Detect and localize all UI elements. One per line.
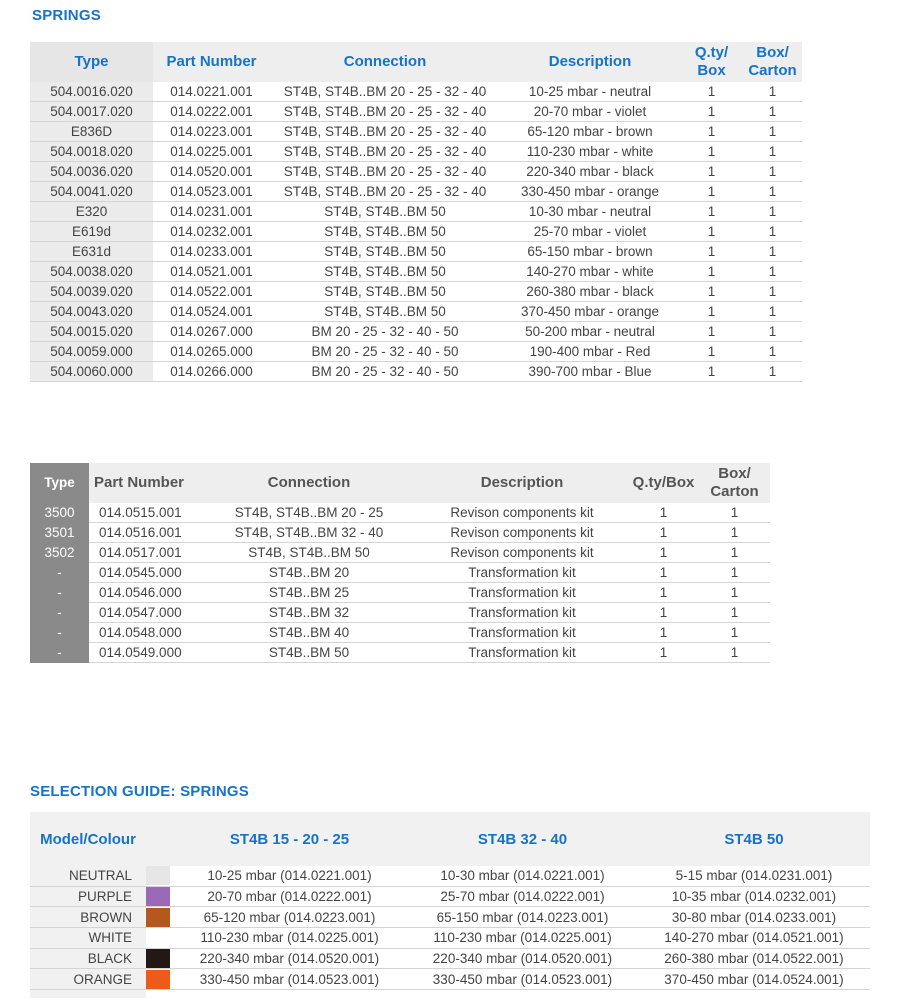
cell-part-number: 014.0545.000 bbox=[89, 563, 202, 583]
cell-part-number: 014.0266.000 bbox=[153, 362, 270, 382]
cell-type: - bbox=[30, 623, 89, 643]
cell-st4b-50: 5-15 mbar (014.0231.001) bbox=[638, 866, 870, 886]
cell-connection: ST4B, ST4B..BM 50 bbox=[270, 202, 500, 222]
cell-connection: ST4B, ST4B..BM 20 - 25 - 32 - 40 bbox=[270, 82, 500, 102]
table-row bbox=[30, 643, 770, 663]
cell-st4b-50: 260-380 mbar (014.0522.001) bbox=[638, 948, 870, 969]
cell-qty-box: 1 bbox=[680, 242, 743, 262]
selection-guide-table bbox=[30, 812, 870, 998]
colour-swatch bbox=[146, 887, 170, 906]
cell-st4b-50: 370-450 mbar (014.0524.001) bbox=[638, 969, 870, 990]
table-row bbox=[30, 262, 802, 282]
cell-description: 20-70 mbar - violet bbox=[500, 102, 680, 122]
cell-part-number: 014.0233.001 bbox=[153, 242, 270, 262]
colour-swatch bbox=[146, 970, 170, 989]
cell-model-colour: NEUTRAL bbox=[30, 866, 146, 886]
table-row bbox=[30, 122, 802, 142]
guide-row bbox=[30, 969, 870, 990]
cell-connection: BM 20 - 25 - 32 - 40 - 50 bbox=[270, 342, 500, 362]
cell-part-number: 014.0521.001 bbox=[153, 262, 270, 282]
cell-type: 504.0060.000 bbox=[30, 362, 153, 382]
cell-description: Revison components kit bbox=[416, 543, 628, 563]
cell-box-carton: 1 bbox=[743, 242, 802, 262]
table-row bbox=[30, 222, 802, 242]
cell-connection: ST4B, ST4B..BM 50 bbox=[270, 222, 500, 242]
cell-colour-swatch bbox=[146, 928, 172, 949]
cell-connection: ST4B, ST4B..BM 20 - 25 - 32 - 40 bbox=[270, 102, 500, 122]
header-qty-box: Q.ty/Box bbox=[628, 463, 699, 503]
cell-type: 3501 bbox=[30, 523, 89, 543]
cell-st4b-32-40: 65-150 mbar (014.0223.001) bbox=[407, 907, 638, 928]
cell-connection: ST4B..BM 40 bbox=[202, 623, 416, 643]
cell-qty-box: 1 bbox=[680, 362, 743, 382]
cell-part-number: 014.0221.001 bbox=[153, 82, 270, 102]
cell-type: 3500 bbox=[30, 503, 89, 523]
cell-st4b-50: 30-80 mbar (014.0233.001) bbox=[638, 907, 870, 928]
cell-qty-box: 1 bbox=[628, 503, 699, 523]
cell-connection: ST4B, ST4B..BM 20 - 25 - 32 - 40 bbox=[270, 122, 500, 142]
cell-colour-swatch bbox=[146, 907, 172, 928]
cell-qty-box: 1 bbox=[628, 563, 699, 583]
cell-connection: ST4B, ST4B..BM 50 bbox=[270, 282, 500, 302]
header-swatch bbox=[146, 812, 172, 866]
cell-part-number: 014.0520.001 bbox=[153, 162, 270, 182]
cell-connection: ST4B, ST4B..BM 50 bbox=[270, 302, 500, 322]
cell-box-carton: 1 bbox=[699, 543, 770, 563]
cell-part-number: 014.0515.001 bbox=[89, 503, 202, 523]
cell-box-carton: 1 bbox=[743, 302, 802, 322]
cell-st4b-15-20-25: 10-25 mbar (014.0221.001) bbox=[172, 866, 407, 886]
cell-box-carton: 1 bbox=[743, 322, 802, 342]
cell-qty-box: 1 bbox=[680, 302, 743, 322]
cell-connection: ST4B, ST4B..BM 20 - 25 - 32 - 40 bbox=[270, 142, 500, 162]
cell-description: Revison components kit bbox=[416, 523, 628, 543]
cell-colour-swatch bbox=[146, 886, 172, 907]
header-box-carton: Box/ Carton bbox=[743, 42, 802, 82]
cell-connection: ST4B, ST4B..BM 50 bbox=[270, 262, 500, 282]
cell-st4b-15-20-25: 220-340 mbar (014.0520.001) bbox=[172, 948, 407, 969]
cell-part-number: 014.0265.000 bbox=[153, 342, 270, 362]
cell-st4b-32-40: 110-230 mbar (014.0225.001) bbox=[407, 928, 638, 949]
cell-qty-box: 1 bbox=[628, 543, 699, 563]
header-connection: Connection bbox=[202, 463, 416, 503]
header-model-colour: Model/Colour bbox=[30, 812, 146, 866]
cell-box-carton: 1 bbox=[699, 623, 770, 643]
guide-row bbox=[30, 948, 870, 969]
cell-box-carton: 1 bbox=[699, 583, 770, 603]
cell-type: 504.0015.020 bbox=[30, 322, 153, 342]
cell-qty-box: 1 bbox=[680, 82, 743, 102]
cell-qty-box: 1 bbox=[680, 342, 743, 362]
cell-type: 504.0038.020 bbox=[30, 262, 153, 282]
cell-description: 390-700 mbar - Blue bbox=[500, 362, 680, 382]
springs-table bbox=[30, 42, 802, 382]
cell-description: 190-400 mbar - Red bbox=[500, 342, 680, 362]
table-row bbox=[30, 142, 802, 162]
table-row bbox=[30, 322, 802, 342]
header-part-number: Part Number bbox=[153, 42, 270, 82]
cell-type: 504.0059.000 bbox=[30, 342, 153, 362]
cell-qty-box: 1 bbox=[628, 523, 699, 543]
cell-description: Transformation kit bbox=[416, 563, 628, 583]
cell-connection: ST4B, ST4B..BM 20 - 25 bbox=[202, 503, 416, 523]
cell-model-colour: BROWN bbox=[30, 907, 146, 928]
cell-model-colour: PURPLE bbox=[30, 886, 146, 907]
table-bottom-spacer bbox=[30, 990, 870, 999]
table-row bbox=[30, 202, 802, 222]
cell-qty-box: 1 bbox=[680, 122, 743, 142]
header-st4b-50: ST4B 50 bbox=[638, 812, 870, 866]
cell-box-carton: 1 bbox=[743, 222, 802, 242]
cell-qty-box: 1 bbox=[680, 202, 743, 222]
cell-part-number: 014.0225.001 bbox=[153, 142, 270, 162]
cell-qty-box: 1 bbox=[680, 282, 743, 302]
cell-connection: ST4B, ST4B..BM 32 - 40 bbox=[202, 523, 416, 543]
cell-box-carton: 1 bbox=[743, 162, 802, 182]
cell-description: 65-120 mbar - brown bbox=[500, 122, 680, 142]
cell-type: - bbox=[30, 583, 89, 603]
table-row bbox=[30, 102, 802, 122]
cell-qty-box: 1 bbox=[680, 102, 743, 122]
table-row bbox=[30, 563, 770, 583]
cell-description: 10-25 mbar - neutral bbox=[500, 82, 680, 102]
colour-swatch bbox=[146, 908, 170, 927]
cell-description: Transformation kit bbox=[416, 603, 628, 623]
table-row bbox=[30, 82, 802, 102]
cell-qty-box: 1 bbox=[628, 643, 699, 663]
cell-part-number: 014.0522.001 bbox=[153, 282, 270, 302]
cell-st4b-15-20-25: 65-120 mbar (014.0223.001) bbox=[172, 907, 407, 928]
cell-box-carton: 1 bbox=[699, 523, 770, 543]
guide-row bbox=[30, 907, 870, 928]
cell-description: 140-270 mbar - white bbox=[500, 262, 680, 282]
spacer-cell bbox=[172, 990, 407, 999]
kits-table bbox=[30, 463, 770, 663]
cell-box-carton: 1 bbox=[743, 182, 802, 202]
header-part-number: Part Number bbox=[89, 463, 202, 503]
cell-part-number: 014.0547.000 bbox=[89, 603, 202, 623]
cell-type: 504.0016.020 bbox=[30, 82, 153, 102]
cell-qty-box: 1 bbox=[680, 262, 743, 282]
selection-guide-title: SELECTION GUIDE: SPRINGS bbox=[30, 783, 249, 800]
table-row bbox=[30, 503, 770, 523]
cell-st4b-32-40: 220-340 mbar (014.0520.001) bbox=[407, 948, 638, 969]
cell-type: 504.0043.020 bbox=[30, 302, 153, 322]
header-st4b-15-20-25: ST4B 15 - 20 - 25 bbox=[172, 812, 407, 866]
cell-box-carton: 1 bbox=[743, 362, 802, 382]
cell-qty-box: 1 bbox=[680, 322, 743, 342]
cell-model-colour: WHITE bbox=[30, 928, 146, 949]
header-description: Description bbox=[416, 463, 628, 503]
cell-st4b-32-40: 330-450 mbar (014.0523.001) bbox=[407, 969, 638, 990]
cell-st4b-50: 10-35 mbar (014.0232.001) bbox=[638, 886, 870, 907]
springs-title: SPRINGS bbox=[32, 7, 101, 24]
spacer-cell bbox=[638, 990, 870, 999]
cell-type: 504.0039.020 bbox=[30, 282, 153, 302]
cell-type: - bbox=[30, 643, 89, 663]
cell-box-carton: 1 bbox=[743, 282, 802, 302]
cell-description: 110-230 mbar - white bbox=[500, 142, 680, 162]
cell-model-colour: ORANGE bbox=[30, 969, 146, 990]
cell-type: - bbox=[30, 563, 89, 583]
cell-description: 370-450 mbar - orange bbox=[500, 302, 680, 322]
colour-swatch bbox=[146, 866, 170, 885]
cell-description: 50-200 mbar - neutral bbox=[500, 322, 680, 342]
cell-part-number: 014.0524.001 bbox=[153, 302, 270, 322]
cell-box-carton: 1 bbox=[699, 643, 770, 663]
table-row bbox=[30, 543, 770, 563]
kits-header-row bbox=[30, 463, 770, 503]
cell-connection: ST4B..BM 25 bbox=[202, 583, 416, 603]
cell-type: E631d bbox=[30, 242, 153, 262]
header-box-carton: Box/ Carton bbox=[699, 463, 770, 503]
table-row bbox=[30, 182, 802, 202]
cell-part-number: 014.0523.001 bbox=[153, 182, 270, 202]
cell-connection: BM 20 - 25 - 32 - 40 - 50 bbox=[270, 362, 500, 382]
cell-connection: ST4B, ST4B..BM 50 bbox=[202, 543, 416, 563]
spacer-cell bbox=[146, 990, 172, 999]
cell-qty-box: 1 bbox=[680, 142, 743, 162]
cell-st4b-32-40: 25-70 mbar (014.0222.001) bbox=[407, 886, 638, 907]
cell-part-number: 014.0232.001 bbox=[153, 222, 270, 242]
spacer-cell bbox=[407, 990, 638, 999]
header-qty-box: Q.ty/ Box bbox=[680, 42, 743, 82]
cell-st4b-15-20-25: 20-70 mbar (014.0222.001) bbox=[172, 886, 407, 907]
cell-description: Transformation kit bbox=[416, 623, 628, 643]
table-row bbox=[30, 282, 802, 302]
cell-type: 504.0017.020 bbox=[30, 102, 153, 122]
spacer-cell bbox=[30, 990, 146, 999]
colour-swatch bbox=[146, 949, 170, 968]
cell-type: 504.0018.020 bbox=[30, 142, 153, 162]
cell-description: Transformation kit bbox=[416, 643, 628, 663]
cell-box-carton: 1 bbox=[743, 202, 802, 222]
header-type: Type bbox=[30, 463, 89, 503]
table-row bbox=[30, 362, 802, 382]
guide-row bbox=[30, 886, 870, 907]
cell-description: 25-70 mbar - violet bbox=[500, 222, 680, 242]
cell-connection: ST4B, ST4B..BM 20 - 25 - 32 - 40 bbox=[270, 182, 500, 202]
cell-part-number: 014.0517.001 bbox=[89, 543, 202, 563]
table-row bbox=[30, 603, 770, 623]
cell-description: 330-450 mbar - orange bbox=[500, 182, 680, 202]
cell-part-number: 014.0549.000 bbox=[89, 643, 202, 663]
cell-description: Transformation kit bbox=[416, 583, 628, 603]
guide-row bbox=[30, 866, 870, 886]
cell-type: E320 bbox=[30, 202, 153, 222]
colour-swatch bbox=[146, 928, 170, 947]
cell-part-number: 014.0516.001 bbox=[89, 523, 202, 543]
cell-type: 504.0036.020 bbox=[30, 162, 153, 182]
cell-box-carton: 1 bbox=[743, 262, 802, 282]
cell-box-carton: 1 bbox=[743, 122, 802, 142]
cell-connection: ST4B, ST4B..BM 50 bbox=[270, 242, 500, 262]
header-connection: Connection bbox=[270, 42, 500, 82]
cell-description: 10-30 mbar - neutral bbox=[500, 202, 680, 222]
table-row bbox=[30, 162, 802, 182]
cell-model-colour: BLACK bbox=[30, 948, 146, 969]
cell-connection: ST4B, ST4B..BM 20 - 25 - 32 - 40 bbox=[270, 162, 500, 182]
cell-part-number: 014.0267.000 bbox=[153, 322, 270, 342]
cell-st4b-32-40: 10-30 mbar (014.0221.001) bbox=[407, 866, 638, 886]
header-st4b-32-40: ST4B 32 - 40 bbox=[407, 812, 638, 866]
cell-box-carton: 1 bbox=[743, 102, 802, 122]
cell-part-number: 014.0222.001 bbox=[153, 102, 270, 122]
cell-part-number: 014.0223.001 bbox=[153, 122, 270, 142]
cell-connection: ST4B..BM 50 bbox=[202, 643, 416, 663]
cell-box-carton: 1 bbox=[699, 563, 770, 583]
table-row bbox=[30, 623, 770, 643]
cell-type: E619d bbox=[30, 222, 153, 242]
cell-type: - bbox=[30, 603, 89, 623]
cell-type: 504.0041.020 bbox=[30, 182, 153, 202]
guide-header-row bbox=[30, 812, 870, 866]
cell-description: 65-150 mbar - brown bbox=[500, 242, 680, 262]
cell-box-carton: 1 bbox=[699, 603, 770, 623]
cell-connection: BM 20 - 25 - 32 - 40 - 50 bbox=[270, 322, 500, 342]
table-row bbox=[30, 583, 770, 603]
cell-connection: ST4B..BM 32 bbox=[202, 603, 416, 623]
cell-box-carton: 1 bbox=[743, 142, 802, 162]
cell-description: 260-380 mbar - black bbox=[500, 282, 680, 302]
table-row bbox=[30, 342, 802, 362]
cell-qty-box: 1 bbox=[680, 182, 743, 202]
cell-st4b-50: 140-270 mbar (014.0521.001) bbox=[638, 928, 870, 949]
cell-qty-box: 1 bbox=[680, 222, 743, 242]
guide-row bbox=[30, 928, 870, 949]
cell-part-number: 014.0548.000 bbox=[89, 623, 202, 643]
cell-colour-swatch bbox=[146, 866, 172, 886]
table-row bbox=[30, 523, 770, 543]
cell-description: Revison components kit bbox=[416, 503, 628, 523]
cell-qty-box: 1 bbox=[628, 623, 699, 643]
springs-header-row bbox=[30, 42, 802, 82]
cell-st4b-15-20-25: 110-230 mbar (014.0225.001) bbox=[172, 928, 407, 949]
cell-type: E836D bbox=[30, 122, 153, 142]
cell-qty-box: 1 bbox=[628, 603, 699, 623]
cell-description: 220-340 mbar - black bbox=[500, 162, 680, 182]
cell-qty-box: 1 bbox=[680, 162, 743, 182]
cell-box-carton: 1 bbox=[743, 342, 802, 362]
cell-part-number: 014.0231.001 bbox=[153, 202, 270, 222]
cell-part-number: 014.0546.000 bbox=[89, 583, 202, 603]
header-type: Type bbox=[30, 42, 153, 82]
header-description: Description bbox=[500, 42, 680, 82]
cell-qty-box: 1 bbox=[628, 583, 699, 603]
cell-box-carton: 1 bbox=[743, 82, 802, 102]
cell-connection: ST4B..BM 20 bbox=[202, 563, 416, 583]
cell-type: 3502 bbox=[30, 543, 89, 563]
cell-st4b-15-20-25: 330-450 mbar (014.0523.001) bbox=[172, 969, 407, 990]
table-row bbox=[30, 302, 802, 322]
cell-colour-swatch bbox=[146, 948, 172, 969]
cell-colour-swatch bbox=[146, 969, 172, 990]
table-row bbox=[30, 242, 802, 262]
cell-box-carton: 1 bbox=[699, 503, 770, 523]
